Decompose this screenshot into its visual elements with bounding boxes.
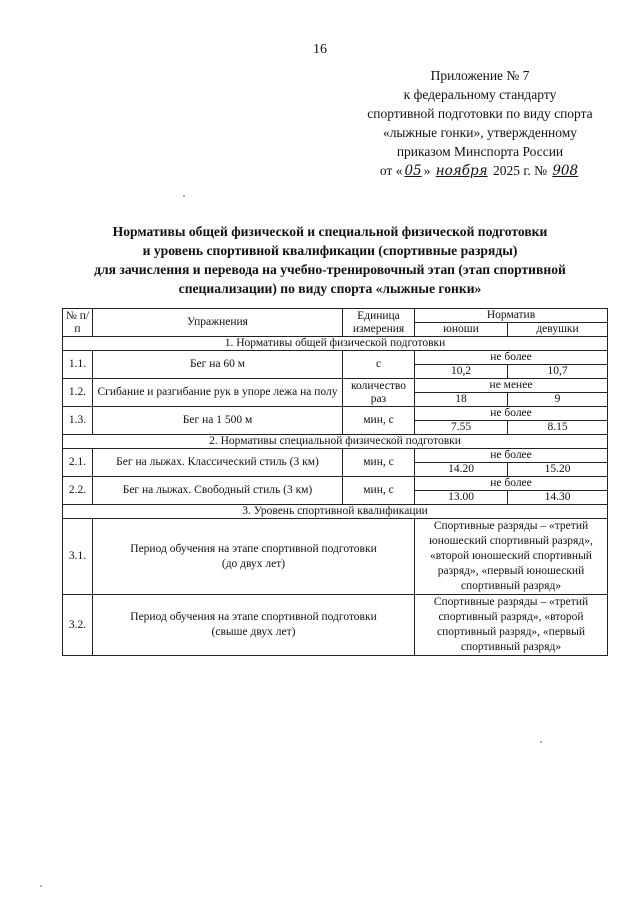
row-unit: количество раз	[343, 379, 415, 407]
row-condition: не более	[415, 407, 608, 421]
scan-speck	[540, 741, 542, 743]
row-condition: не менее	[415, 379, 608, 393]
header-norm: Норматив	[415, 309, 608, 323]
row-exercise: Бег на лыжах. Свободный стиль (3 км)	[93, 477, 343, 505]
section-1-title: 1. Нормативы общей физической подготовки	[63, 337, 608, 351]
row-ranks: Спортивные разряды – «третий юношеский спортивный разряд», «второй юношеский спортивный разряд», «первый юношеский спортивный разряд»	[415, 519, 608, 595]
row-condition: не более	[415, 449, 608, 463]
row-girls-value: 14.30	[508, 491, 608, 505]
appendix-line-5: приказом Минспорта России	[396, 144, 564, 159]
row-boys-value: 14.20	[415, 463, 508, 477]
section-row	[63, 505, 608, 519]
header-exercise: Упражнения	[93, 309, 343, 337]
date-mid: »	[423, 163, 431, 178]
date-month: ноября	[435, 163, 488, 179]
row-unit: с	[343, 351, 415, 379]
row-girls-value: 15.20	[508, 463, 608, 477]
section-row	[63, 435, 608, 449]
appendix-line-3: спортивной подготовки по виду спорта	[367, 106, 593, 121]
row-num: 2.1.	[63, 449, 93, 477]
section-3-title: 3. Уровень спортивной квалификации	[63, 505, 608, 519]
table-row	[63, 351, 608, 365]
row-boys-value: 18	[415, 393, 508, 407]
table-header-row	[63, 309, 608, 323]
scan-speck	[40, 885, 42, 887]
qualification-row	[63, 595, 608, 656]
appendix-header	[340, 66, 620, 181]
title-line-2: и уровень спортивной квалификации (спортивные разряды)	[142, 243, 518, 258]
row-unit: мин, с	[343, 449, 415, 477]
row-num: 1.2.	[63, 379, 93, 407]
row-exercise: Бег на лыжах. Классический стиль (3 км)	[93, 449, 343, 477]
header-boys: юноши	[415, 323, 508, 337]
row-period: Период обучения на этапе спортивной подготовки (свыше двух лет)	[93, 595, 415, 656]
page-number: 16	[313, 42, 327, 57]
appendix-line-2: к федеральному стандарту	[403, 87, 557, 102]
row-boys-value: 7.55	[415, 421, 508, 435]
scan-speck	[183, 195, 185, 197]
section-row	[63, 337, 608, 351]
row-num: 2.2.	[63, 477, 93, 505]
table-row	[63, 407, 608, 421]
row-condition: не более	[415, 477, 608, 491]
header-num: № п/п	[63, 309, 93, 337]
row-boys-value: 13.00	[415, 491, 508, 505]
row-period: Период обучения на этапе спортивной подготовки (до двух лет)	[93, 519, 415, 595]
row-exercise: Сгибание и разгибание рук в упоре лежа на полу	[93, 379, 343, 407]
date-prefix: от «	[379, 163, 403, 178]
document-title	[60, 222, 600, 298]
row-unit: мин, с	[343, 407, 415, 435]
qualification-row	[63, 519, 608, 595]
table-row	[63, 379, 608, 393]
date-year: 2025 г. №	[492, 163, 547, 178]
row-exercise: Бег на 60 м	[93, 351, 343, 379]
row-girls-value: 9	[508, 393, 608, 407]
table-row	[63, 477, 608, 491]
row-condition: не более	[415, 351, 608, 365]
appendix-line-1: Приложение № 7	[430, 68, 530, 83]
row-ranks: Спортивные разряды – «третий спортивный разряд», «второй спортивный разряд», «первый спортивный разряд»	[415, 595, 608, 656]
row-num: 3.1.	[63, 519, 93, 595]
row-exercise: Бег на 1 500 м	[93, 407, 343, 435]
section-2-title: 2. Нормативы специальной физической подготовки	[63, 435, 608, 449]
row-boys-value: 10,2	[415, 365, 508, 379]
row-girls-value: 8.15	[508, 421, 608, 435]
norms-table	[62, 308, 608, 656]
table-row	[63, 449, 608, 463]
date-day: 05	[404, 163, 422, 179]
title-line-3: для зачисления и перевода на учебно-тренировочный этап (этап спортивной	[94, 262, 566, 277]
header-girls: девушки	[508, 323, 608, 337]
row-unit: мин, с	[343, 477, 415, 505]
header-unit: Единица измерения	[343, 309, 415, 337]
order-number: 908	[552, 163, 579, 179]
row-num: 1.3.	[63, 407, 93, 435]
title-line-4: специализации) по виду спорта «лыжные гонки»	[178, 281, 482, 296]
title-line-1: Нормативы общей физической и специальной физической подготовки	[112, 224, 548, 239]
appendix-date-line	[340, 161, 620, 181]
row-num: 1.1.	[63, 351, 93, 379]
row-girls-value: 10,7	[508, 365, 608, 379]
appendix-line-4: «лыжные гонки», утвержденному	[382, 125, 578, 140]
row-num: 3.2.	[63, 595, 93, 656]
